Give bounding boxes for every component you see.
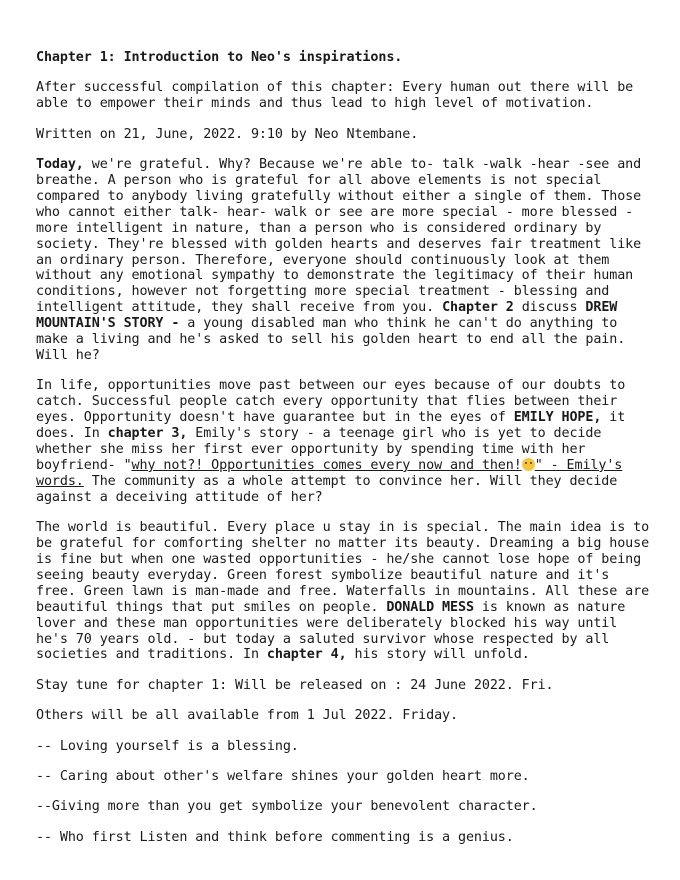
chapter-title: Chapter 1: Introduction to Neo's inspirations. xyxy=(36,50,403,65)
paragraph-text: Emily's story - a teenage girl who is yet to decide whether she miss her first ever opportunity by spending time with her boyfriend- " xyxy=(36,426,602,473)
saying-item: -- Who first Listen and think before commenting is a genius. xyxy=(36,829,514,845)
intro-paragraph: After successful compilation of this chapter: Every human out there will be able to empower their minds and thus lead to high level of motivation. xyxy=(36,80,634,112)
saying-item: --Giving more than you get symbolize your benevolent character. xyxy=(36,799,538,815)
paragraph-text: is known as nature lover and these man opportunities were deliberately blocked his way until he's 70 years old. - but today a saluted survivor whose respected by all societies and traditions. In xyxy=(36,599,626,663)
chapter-4-ref: chapter 4, xyxy=(266,647,347,663)
paragraph-text: In life, opportunities move past between our eyes because of our doubts to catch. Successful people catch every opportunity that flies between their eyes. Opportunity doesn't have guarantee but in the eyes of xyxy=(36,378,626,426)
stay-tune-line: Stay tune for chapter 1: Will be released on : 24 June 2022. Fri. xyxy=(36,677,554,693)
document-body xyxy=(36,50,654,860)
paragraph-beauty xyxy=(36,520,654,663)
paragraph-text: his story will unfold. xyxy=(346,647,530,663)
paragraph-text: it does. In xyxy=(36,410,626,442)
drew-mountain-name: DREW MOUNTAIN'S STORY - xyxy=(36,300,618,332)
written-line: Written on 21, June, 2022. 9:10 by Neo Ntembane. xyxy=(36,126,419,142)
confused-face-emoji-icon xyxy=(522,458,535,471)
chapter-3-ref: chapter 3, xyxy=(107,426,188,442)
paragraph-text: The world is beautiful. Every place u stay in is special. The main idea is to be grateful for comforting shelter no matter its beauty. Dreaming a big house is fine but when one wasted opportunities - he/she cannot lose hope of being seeing beauty everyday. Green forest symbolize beautiful nature and it's free. Green lawn is man-made and free. Waterfalls in mountains. All these are beautiful things that put smiles on people. xyxy=(36,520,650,615)
quote-attribution: " - Emily's words. xyxy=(36,457,623,489)
paragraph-gratitude xyxy=(36,157,654,364)
paragraph-opportunities xyxy=(36,378,654,505)
paragraph-text: we're grateful. Why? Because we're able to- talk -walk -hear -see and breathe. A person who is grateful for all above elements is not special compared to anybody living gratefully without either a single of them. Those who cannot either talk- hear- walk or see are more special - more blessed - more intelligent in nature, than a person who is considered ordinary by society. They're blessed with golden hearts and deserves fair treatment like an ordinary person. Therefore, everyone should continuously look at them without any emotional sympathy to demonstrate the legitimacy of their human conditions, however not forgetting more special treatment - blessing and intelligent attitude, they shall receive from you. xyxy=(36,157,642,316)
saying-item: -- Caring about other's welfare shines your golden heart more. xyxy=(36,769,530,785)
others-line: Others will be all available from 1 Jul 2022. Friday. xyxy=(36,708,458,724)
chapter-2-ref: Chapter 2 xyxy=(442,300,514,316)
emily-hope-name: EMILY HOPE, xyxy=(513,410,602,426)
saying-item: -- Loving yourself is a blessing. xyxy=(36,738,299,754)
donald-mess-name: DONALD MESS xyxy=(386,599,474,615)
paragraph-text: a young disabled man who think he can't do anything to make a living and he's asked to sell his golden heart to end all the pain. Will he? xyxy=(36,316,626,363)
quote-text: why not?! Opportunities comes every now and then! xyxy=(131,457,522,473)
today-lead: Today, xyxy=(36,157,84,173)
paragraph-text: discuss xyxy=(513,300,586,316)
paragraph-text: The community as a whole attempt to convince her. Will they decide against a deceiving attitude of her? xyxy=(36,473,618,505)
